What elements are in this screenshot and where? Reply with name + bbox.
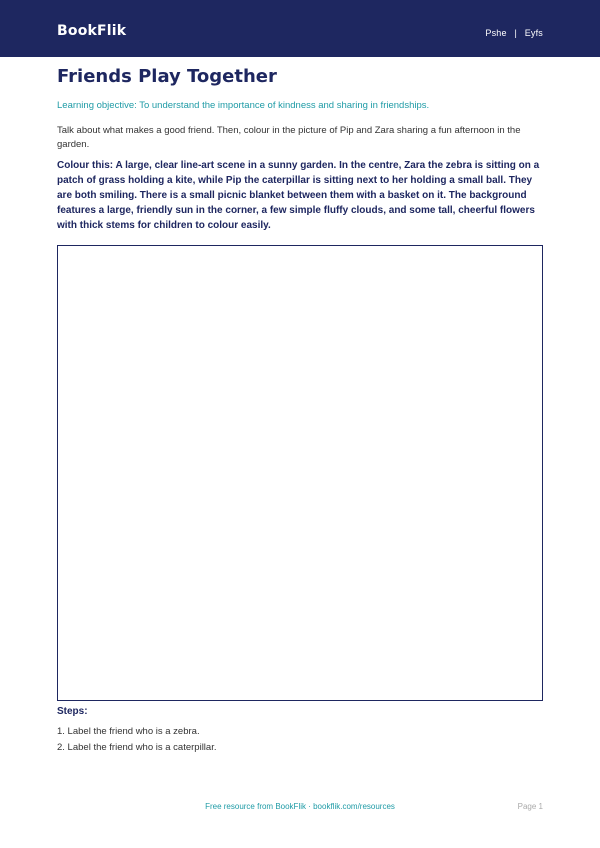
learning-objective: Learning objective: To understand the importance of kindness and sharing in friendships. (57, 100, 430, 111)
brand-logo[interactable]: BookFlik (57, 23, 127, 39)
steps-list (57, 724, 216, 756)
page-title: Friends Play Together (57, 66, 277, 87)
steps-heading: Steps: (57, 706, 88, 717)
step-item: 2. Label the friend who is a caterpillar. (57, 742, 217, 753)
colouring-prompt: Colour this: A large, clear line-art scene in a sunny garden. In the centre, Zara the zebra is sitting on a patch of grass holding a kite, while Pip the caterpillar is sitting next to her holding a small ball. They are both smiling. There is a small picnic blanket between them with a basket on it. The background features a large, friendly sun in the corner, a few simple fluffy clouds, and some tall, cheerful flowers with thick stems for children to colour easily. (57, 160, 540, 231)
tag-separator: | (514, 28, 517, 38)
subject-tag: Pshe (485, 28, 507, 38)
step-item: 1. Label the friend who is a zebra. (57, 726, 200, 737)
intro-text: Talk about what makes a good friend. Then, colour in the picture of Pip and Zara sharing a fun afternoon in the garden. (57, 125, 521, 150)
colouring-area[interactable] (57, 245, 543, 701)
footer-credit[interactable]: Free resource from BookFlik · bookflik.com/resources (205, 802, 395, 811)
level-tag: Eyfs (524, 28, 543, 38)
header-bar (0, 0, 600, 57)
subject-tags (485, 28, 543, 38)
page-number: Page 1 (517, 802, 543, 811)
